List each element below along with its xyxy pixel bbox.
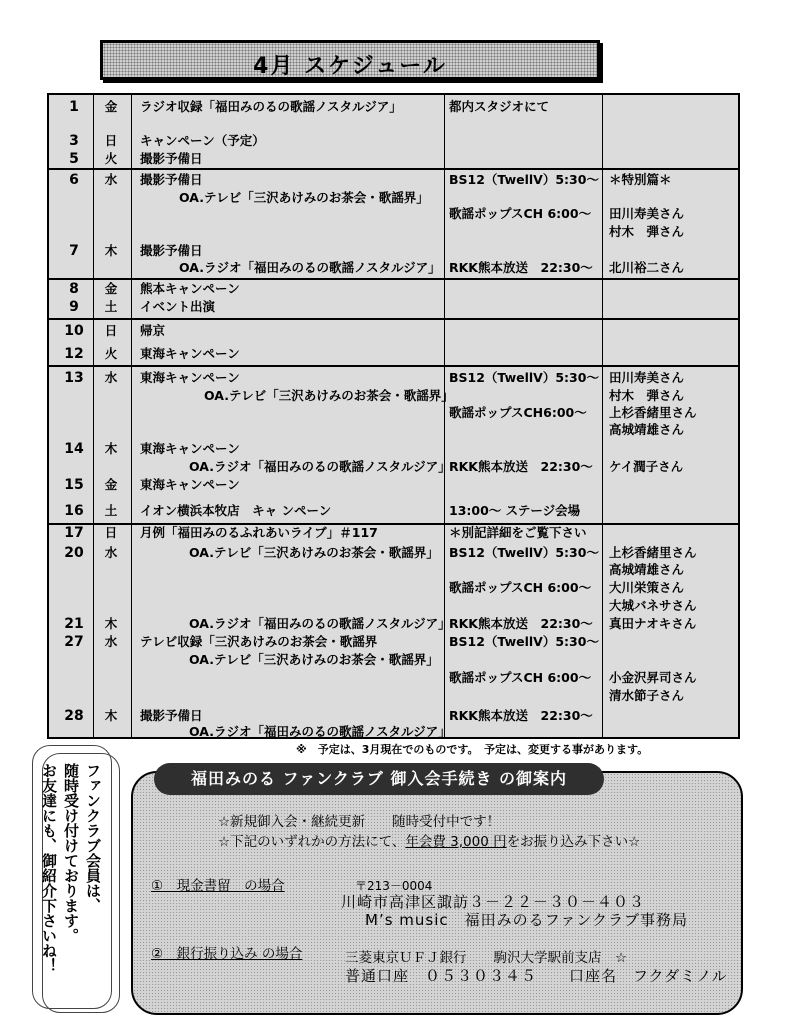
fanclub-side-message bbox=[28, 745, 118, 1011]
weekday-cell: 土 bbox=[104, 299, 118, 314]
guest-cell: 真田ナオキさん bbox=[609, 616, 697, 631]
day-cell: 15 bbox=[64, 477, 84, 493]
schedule-title-bar bbox=[100, 40, 600, 80]
event-cell: OA.ラジオ「福田みのるの歌謡ノスタルジア」 bbox=[189, 616, 451, 631]
guest-cell: ＊特別篇＊ bbox=[609, 172, 672, 187]
weekday-cell: 日 bbox=[104, 133, 118, 148]
venue-cell: RKK熊本放送 22:30〜 bbox=[449, 260, 593, 275]
event-cell: OA.ラジオ「福田みのるの歌謡ノスタルジア」 bbox=[189, 724, 451, 739]
fee-prefix: ☆下記のいずれかの方法にて、 bbox=[218, 834, 406, 850]
day-cell: 9 bbox=[69, 299, 79, 315]
weekday-cell: 水 bbox=[104, 545, 118, 560]
guest-cell: 大城バネサさん bbox=[609, 598, 697, 613]
fanclub-fee-line bbox=[218, 833, 640, 851]
event-cell: OA.テレビ「三沢あけみのお茶会・歌謡界」 bbox=[179, 190, 429, 205]
weekday-cell: 水 bbox=[104, 634, 118, 649]
weekday-cell: 土 bbox=[104, 503, 118, 518]
day-cell: 17 bbox=[64, 525, 84, 541]
day-cell: 3 bbox=[69, 133, 79, 149]
venue-cell: 歌謡ポップスCH6:00〜 bbox=[449, 405, 587, 420]
event-cell: イオン横浜本牧店 キャ ンペーン bbox=[140, 503, 332, 518]
day-cell: 6 bbox=[69, 172, 79, 188]
weekday-cell: 木 bbox=[104, 243, 118, 258]
event-cell: 東海キャンペーン bbox=[140, 346, 240, 361]
event-cell: イベント出演 bbox=[140, 299, 216, 314]
day-cell: 5 bbox=[69, 151, 79, 167]
annual-fee: 年会費 3,000 円 bbox=[405, 834, 507, 850]
weekday-cell: 日 bbox=[104, 323, 118, 338]
venue-cell: RKK熊本放送 22:30〜 bbox=[449, 708, 593, 723]
venue-cell: BS12（TwellV）5:30〜 bbox=[449, 172, 599, 187]
event-cell: 東海キャンペーン bbox=[140, 370, 240, 385]
guest-cell: 北川裕二さん bbox=[609, 260, 685, 275]
day-cell: 10 bbox=[64, 323, 84, 339]
venue-cell: BS12（TwellV）5:30〜 bbox=[449, 634, 599, 649]
guest-cell: 高城靖雄さん bbox=[609, 562, 685, 577]
event-cell: 月例「福田みのるふれあいライブ」＃117 bbox=[140, 525, 378, 540]
event-cell: 帰京 bbox=[140, 323, 166, 338]
guest-cell: 清水節子さん bbox=[609, 688, 685, 703]
day-cell: 27 bbox=[64, 634, 84, 650]
event-cell: テレビ収録「三沢あけみのお茶会・歌謡界 bbox=[140, 634, 378, 649]
guest-cell: 田川寿美さん bbox=[609, 370, 685, 385]
payment-option-cash: ① 現金書留 の場合 bbox=[151, 878, 285, 894]
column-divider bbox=[444, 95, 445, 737]
weekday-cell: 金 bbox=[104, 477, 118, 492]
event-cell: 東海キャンペーン bbox=[140, 477, 240, 492]
venue-cell: BS12（TwellV）5:30〜 bbox=[449, 545, 599, 560]
guest-cell: 田川寿美さん bbox=[609, 206, 685, 221]
weekday-cell: 火 bbox=[104, 346, 118, 361]
postal-code: 〒213－0004 bbox=[355, 879, 433, 893]
guest-cell: 上杉香緒里さん bbox=[609, 545, 697, 560]
guest-cell: 村木 弾さん bbox=[609, 224, 685, 239]
weekday-cell: 金 bbox=[104, 99, 118, 114]
event-cell: 熊本キャンペーン bbox=[140, 281, 240, 296]
day-cell: 12 bbox=[64, 346, 84, 362]
venue-cell: BS12（TwellV）5:30〜 bbox=[449, 370, 599, 385]
venue-cell: RKK熊本放送 22:30〜 bbox=[449, 459, 593, 474]
event-cell: OA.テレビ「三沢あけみのお茶会・歌謡界」 bbox=[189, 545, 439, 560]
column-divider bbox=[93, 95, 94, 737]
guest-cell: 村木 弾さん bbox=[609, 388, 685, 403]
weekday-cell: 金 bbox=[104, 281, 118, 296]
venue-cell: 歌謡ポップスCH 6:00〜 bbox=[449, 206, 592, 221]
event-cell: 撮影予備日 bbox=[140, 243, 203, 258]
event-cell: 撮影予備日 bbox=[140, 708, 203, 723]
day-cell: 16 bbox=[64, 503, 84, 519]
weekday-cell: 日 bbox=[104, 525, 118, 540]
side-text-line: 随時受け付けております。 bbox=[62, 763, 80, 943]
weekday-cell: 水 bbox=[104, 370, 118, 385]
venue-cell: 都内スタジオにて bbox=[449, 99, 550, 114]
event-cell: キャンペーン（予定） bbox=[140, 133, 265, 148]
day-cell: 28 bbox=[64, 708, 84, 724]
weekday-cell: 木 bbox=[104, 708, 118, 723]
page-title: 4月 スケジュール bbox=[253, 54, 447, 79]
mailing-address: 川崎市高津区諏訪３－２２－３０－４０３ bbox=[341, 893, 646, 911]
row-divider bbox=[49, 318, 738, 320]
guest-cell: 上杉香緒里さん bbox=[609, 405, 697, 420]
venue-cell: 13:00〜 ステージ会場 bbox=[449, 503, 581, 518]
fanclub-line: ☆新規御入会・継続更新 随時受付中です！ bbox=[218, 814, 501, 830]
row-divider bbox=[49, 168, 738, 170]
schedule-table bbox=[47, 93, 740, 739]
event-cell: 撮影予備日 bbox=[140, 172, 203, 187]
side-text-line: ファンクラブ会員は、 bbox=[84, 763, 102, 913]
day-cell: 13 bbox=[64, 370, 84, 386]
guest-cell: 大川栄策さん bbox=[609, 580, 685, 595]
row-divider bbox=[49, 278, 738, 280]
venue-cell: 歌謡ポップスCH 6:00〜 bbox=[449, 670, 592, 685]
bank-name: 三菱東京ＵＦＪ銀行 駒沢大学駅前支店 ☆ bbox=[345, 950, 628, 966]
fanclub-office: M’s music 福田みのるファンクラブ事務局 bbox=[365, 911, 689, 929]
event-cell: ラジオ収録「福田みのるの歌謡ノスタルジア」 bbox=[140, 99, 402, 114]
weekday-cell: 木 bbox=[104, 616, 118, 631]
guest-cell: 高城靖雄さん bbox=[609, 422, 685, 437]
event-cell: OA.ラジオ「福田みのるの歌謡ノスタルジア」 bbox=[179, 260, 441, 275]
fanclub-info-box bbox=[131, 771, 743, 1015]
event-cell: OA.テレビ「三沢あけみのお茶会・歌謡界」 bbox=[189, 652, 439, 667]
column-divider bbox=[131, 95, 132, 737]
payment-option-bank: ② 銀行振り込み の場合 bbox=[151, 946, 303, 962]
day-cell: 1 bbox=[69, 99, 79, 115]
side-text-line: お友達にも、御紹介下さいね！ bbox=[40, 763, 58, 973]
weekday-cell: 木 bbox=[104, 441, 118, 456]
column-divider bbox=[602, 95, 603, 737]
guest-cell: ケイ潤子さん bbox=[609, 459, 684, 474]
event-cell: OA.テレビ「三沢あけみのお茶会・歌謡界」 bbox=[204, 388, 454, 403]
event-cell: 東海キャンペーン bbox=[140, 441, 240, 456]
venue-cell: 歌謡ポップスCH 6:00〜 bbox=[449, 580, 592, 595]
weekday-cell: 火 bbox=[104, 151, 118, 166]
schedule-note: ※ 予定は、3月現在でのものです。 予定は、変更する事があります。 bbox=[296, 743, 649, 756]
venue-cell: RKK熊本放送 22:30〜 bbox=[449, 616, 593, 631]
fee-suffix: をお振り込み下さい☆ bbox=[506, 834, 641, 850]
event-cell: 撮影予備日 bbox=[140, 151, 203, 166]
day-cell: 8 bbox=[69, 281, 79, 297]
bank-account: 普通口座 ０５３０３４５ 口座名 フクダミノル bbox=[345, 967, 728, 985]
row-divider bbox=[49, 365, 738, 367]
event-cell: OA.ラジオ「福田みのるの歌謡ノスタルジア」 bbox=[189, 459, 451, 474]
day-cell: 20 bbox=[64, 545, 84, 561]
weekday-cell: 水 bbox=[104, 172, 118, 187]
day-cell: 14 bbox=[64, 441, 84, 457]
day-cell: 7 bbox=[69, 243, 79, 259]
fanclub-title: 福田みのる ファンクラブ 御入会手続き の御案内 bbox=[154, 763, 604, 795]
venue-cell: ＊別記詳細をご覧下さい bbox=[449, 525, 587, 540]
day-cell: 21 bbox=[64, 616, 84, 632]
guest-cell: 小金沢昇司さん bbox=[609, 670, 697, 685]
